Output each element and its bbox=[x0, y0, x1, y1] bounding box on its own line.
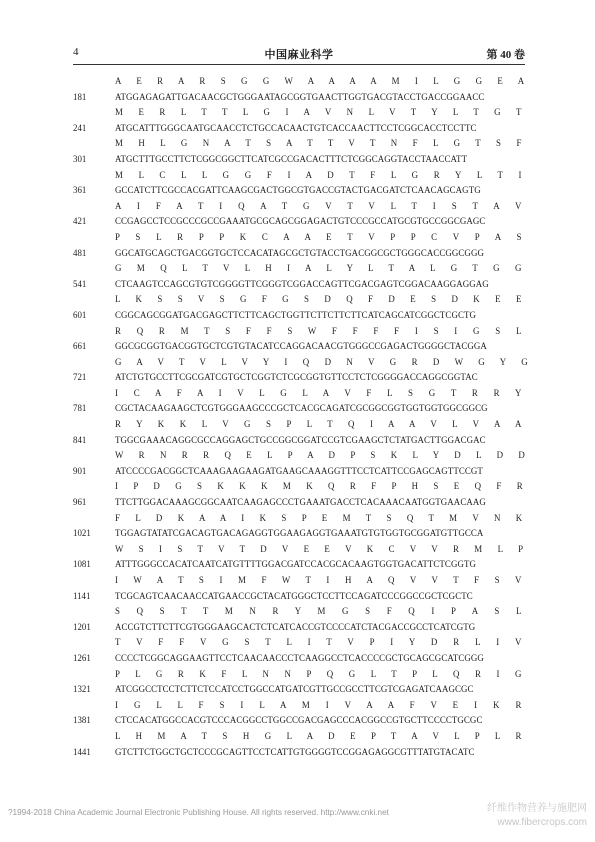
amino-acid-line bbox=[73, 667, 528, 683]
watermark-line-1: 纤维作物营养与施肥网 bbox=[487, 803, 587, 814]
nucleotide-line bbox=[73, 246, 528, 262]
line-number: 781 bbox=[73, 403, 87, 414]
line-number: 841 bbox=[73, 434, 87, 445]
nucleotide-sequence: ATCTGTGCCTTCGCGATCGTGCTCGGTCTCGCGGTGTTCCTCTCGGGGACCAGGCGGTAC bbox=[115, 372, 478, 383]
line-number: 1141 bbox=[73, 590, 91, 601]
nucleotide-sequence: TGGAGTATATCGACAGTGACAGAGGTGGAAGAGGTGAAATGTGTGGTGCGGATGTTGCCA bbox=[115, 528, 484, 539]
nucleotide-sequence: ATCCCCGACGGCTCAAAGAAGAAGATGAAGCAAAGGTTTCCTCATTCCGAGCAGTTCCGT bbox=[115, 465, 483, 476]
amino-acid-line bbox=[73, 230, 528, 246]
nucleotide-sequence: TTCTTGGACAAAGCGGCAATCAAGAGCCCTGAAATGACCTCACAAACAATGGTGAACAAG bbox=[115, 497, 486, 508]
amino-acid-sequence: L H M A T S H G L A D E P T A V L P L R bbox=[115, 730, 528, 741]
amino-acid-sequence: I P D G S K K K M K Q R F P H S E Q F R bbox=[115, 481, 530, 492]
amino-acid-line bbox=[73, 511, 528, 527]
line-number: 901 bbox=[73, 465, 87, 476]
amino-acid-sequence: S Q S T T M N R Y M G S F Q I P A S L bbox=[115, 606, 528, 617]
nucleotide-sequence: GCCATCTTCGCCACGATTCAAGCGACTGGCGTGACCGTACTGACGATCTCAACAGCAGTG bbox=[115, 185, 481, 196]
nucleotide-sequence: TCGCAGTCAACAACCATGAACCGCTACATGGGCTCCTTCCAGATCCCGGCCGCTCGCTC bbox=[115, 590, 473, 601]
nucleotide-line bbox=[73, 682, 528, 698]
nucleotide-line bbox=[73, 90, 528, 106]
line-number: 1261 bbox=[73, 652, 91, 663]
line-number: 1201 bbox=[73, 621, 91, 632]
amino-acid-line bbox=[73, 573, 528, 589]
amino-acid-sequence: I G L L F S I L A M I V A A F V E I K R bbox=[115, 699, 528, 710]
amino-acid-line bbox=[73, 74, 531, 90]
amino-acid-line bbox=[73, 729, 528, 745]
nucleotide-line bbox=[73, 589, 528, 605]
amino-acid-sequence: W R N R R Q E L P A D P S K L Y D L D D bbox=[115, 450, 532, 461]
nucleotide-line bbox=[73, 433, 528, 449]
amino-acid-line bbox=[73, 105, 528, 121]
nucleotide-sequence: ATGGAGAGATTGACAACGCTGGGAATAGCGGTGAACTTGGTGACGTACCTGACCGGAACC bbox=[115, 91, 485, 102]
watermark-line-2: www.fibercrops.com bbox=[497, 817, 587, 828]
line-number: 1081 bbox=[73, 559, 91, 570]
line-number: 481 bbox=[73, 247, 87, 258]
amino-acid-sequence: F L D K A A I K S P E M T S Q T M V N K bbox=[115, 512, 529, 523]
nucleotide-line bbox=[73, 713, 528, 729]
line-number: 1441 bbox=[73, 746, 91, 757]
nucleotide-sequence: CGCTACAAGAAGCTCGTGGGAAGCCCGCTCACGCAGATCGCGGCGGTGGTGGTGGCGGCG bbox=[115, 403, 488, 414]
amino-acid-line bbox=[73, 355, 535, 371]
amino-acid-sequence: R Q R M T S F F S W F F F F I S I G S L bbox=[115, 325, 528, 336]
journal-title: 中国麻业科学 bbox=[264, 49, 334, 61]
header-rule bbox=[73, 64, 525, 65]
line-number: 961 bbox=[73, 497, 87, 508]
line-number: 421 bbox=[73, 216, 87, 227]
amino-acid-sequence: M E R L T T L G I A V N L V T Y L T G T bbox=[115, 107, 528, 118]
line-number: 361 bbox=[73, 185, 87, 196]
nucleotide-line bbox=[73, 620, 528, 636]
amino-acid-line bbox=[73, 698, 528, 714]
nucleotide-line bbox=[73, 121, 528, 137]
amino-acid-line bbox=[73, 136, 528, 152]
sequence-block bbox=[73, 74, 535, 760]
nucleotide-line bbox=[73, 557, 528, 573]
nucleotide-line bbox=[73, 526, 528, 542]
line-number: 541 bbox=[73, 278, 87, 289]
nucleotide-sequence: CTCCACATGGCCACGTCCCACGGCCTGGCCGACGAGCCCACGGCCGTGCTTCCCCTGCGC bbox=[115, 715, 483, 726]
line-number: 1321 bbox=[73, 684, 91, 695]
amino-acid-line bbox=[73, 168, 528, 184]
amino-acid-sequence: P S L R P P K C A A E T V P P C V P A S bbox=[115, 231, 528, 242]
nucleotide-line bbox=[73, 308, 528, 324]
amino-acid-sequence: A I F A T I Q A T G V T V L T I S T A V bbox=[115, 200, 528, 211]
line-number: 181 bbox=[73, 91, 87, 102]
nucleotide-line bbox=[73, 464, 528, 480]
amino-acid-line bbox=[73, 417, 528, 433]
amino-acid-sequence: M H L G N A T S A T T V T N F L G T S F bbox=[115, 138, 528, 149]
amino-acid-sequence: W S I S T V T D V E E V K C V V R M L P bbox=[115, 543, 530, 554]
page-header bbox=[73, 46, 525, 62]
nucleotide-line bbox=[73, 214, 528, 230]
line-number: 1381 bbox=[73, 715, 91, 726]
amino-acid-sequence: I C A F A I V L G L A V F L S G T R R Y bbox=[115, 387, 528, 398]
amino-acid-sequence: T V F F V G S T L I T V P I Y D R L I V bbox=[115, 637, 528, 648]
nucleotide-line bbox=[73, 370, 528, 386]
nucleotide-sequence: GTCTTCTGGCTGCTCCCGCAGTTCCTCATTGTGGGGTCCGGAGAGGCGTTTATGTACATC bbox=[115, 746, 475, 757]
amino-acid-sequence: G A V T V L V Y I Q D N V G R D W G Y G bbox=[115, 356, 535, 367]
nucleotide-sequence: CCCCTCGGCAGGAAGTTCCTCAACAACCCTCAAGGCCTCACCCCGCTGCAGCGCATCGGG bbox=[115, 652, 484, 663]
nucleotide-sequence: TGGCGAAACAGGCGCCAGGAGCTGCCGGCGGATCCGTCGAAGCTCTATGACTTGGACGAC bbox=[115, 434, 486, 445]
copyright-footer: ?1994-2018 China Academic Journal Electronic Publishing House. All rights reserved. http://www.cnki.net bbox=[8, 808, 389, 817]
nucleotide-sequence: ATGCATTTGGGCAATGCAACCTCTGCCACAACTGTCACCAACTTCCTCGGCACCTCCTTC bbox=[115, 122, 477, 133]
amino-acid-line bbox=[73, 542, 528, 558]
nucleotide-sequence: CGGCAGCGGATGACGAGCTTCTTCAGCTGGTTCTTCTTCTTCATCAGCATCGGCTCGCTG bbox=[115, 309, 476, 320]
amino-acid-line bbox=[73, 324, 528, 340]
amino-acid-sequence: R Y K K L V G S P L T Q I A A V L V A A bbox=[115, 419, 528, 430]
volume-label: 第 40 卷 bbox=[486, 49, 525, 61]
nucleotide-line bbox=[73, 745, 528, 761]
line-number: 601 bbox=[73, 309, 87, 320]
nucleotide-line bbox=[73, 401, 528, 417]
amino-acid-line bbox=[73, 479, 528, 495]
amino-acid-line bbox=[73, 292, 528, 308]
nucleotide-sequence: GGCATGCAGCTGACGGTGCTCCACATAGCGCTGTACCTGACGGCGCTGGGCACCGGCGGG bbox=[115, 247, 484, 258]
line-number: 241 bbox=[73, 122, 87, 133]
nucleotide-line bbox=[73, 495, 528, 511]
amino-acid-sequence: G M Q L T V L H I A L Y L T A L G T G G bbox=[115, 263, 528, 274]
amino-acid-line bbox=[73, 261, 528, 277]
nucleotide-sequence: ATTTGGGCCACATCAATCATGTTTTGGACGATCCACGCACAAGTGGTGACATTCTCGGTG bbox=[115, 559, 476, 570]
nucleotide-line bbox=[73, 152, 528, 168]
amino-acid-sequence: A E R A R S G G W A A A A M I L G G E A bbox=[115, 76, 531, 86]
amino-acid-line bbox=[73, 604, 528, 620]
page-number: 4 bbox=[73, 46, 79, 58]
nucleotide-sequence: GGCGCGGTGACGGTGCTCGTGTACATCCAGGACAACGTGGGCCGAGACTGGGGCTACGGA bbox=[115, 341, 487, 352]
line-number: 301 bbox=[73, 153, 87, 164]
line-number: 1021 bbox=[73, 528, 91, 539]
nucleotide-line bbox=[73, 277, 528, 293]
line-number: 661 bbox=[73, 341, 87, 352]
nucleotide-line bbox=[73, 339, 528, 355]
amino-acid-sequence: M L C L L G G F I A D T F L G R Y L T I bbox=[115, 169, 528, 180]
nucleotide-sequence: CCGAGCCTCCGCCCGCCGAAATGCGCAGCGGAGACTGTCCCGCCATGCGTGCCGGCGAGC bbox=[115, 216, 486, 227]
nucleotide-sequence: ATCGGCCTCCTCTTCTCCATCCTGGCCATGATCGTTGCCGCCTTCGTCGAGATCAAGCGC bbox=[115, 684, 474, 695]
nucleotide-line bbox=[73, 651, 528, 667]
nucleotide-sequence: ACCGTCTTCTTCGTGGGAAGCACTCTCATCACCGTCCCCATCTACGACCGCCTCATCGTG bbox=[115, 621, 476, 632]
watermark bbox=[487, 802, 587, 830]
amino-acid-line bbox=[73, 199, 528, 215]
amino-acid-line bbox=[73, 448, 532, 464]
nucleotide-sequence: ATGCTTTGCCTTCTCGGCGGCTTCATCGCCGACACTTTCTCGGCAGGTACCTAACCATT bbox=[115, 153, 468, 164]
nucleotide-sequence: CTCAAGTCCAGCGTGTCGGGGTTCGGGTCGGACCAGTTCGACGAGTCGGACAAGGAGGAG bbox=[115, 278, 489, 289]
line-number: 721 bbox=[73, 372, 87, 383]
amino-acid-sequence: P L G R K F L N N P Q G L T P L Q R I G bbox=[115, 668, 528, 679]
amino-acid-sequence: I W A T S I M F W T I H A Q V V T F S V bbox=[115, 575, 528, 585]
amino-acid-sequence: L K S S V S G F G S D Q F D E S D K E E bbox=[115, 294, 528, 305]
nucleotide-line bbox=[73, 183, 528, 199]
amino-acid-line bbox=[73, 635, 528, 651]
amino-acid-line bbox=[73, 386, 528, 402]
